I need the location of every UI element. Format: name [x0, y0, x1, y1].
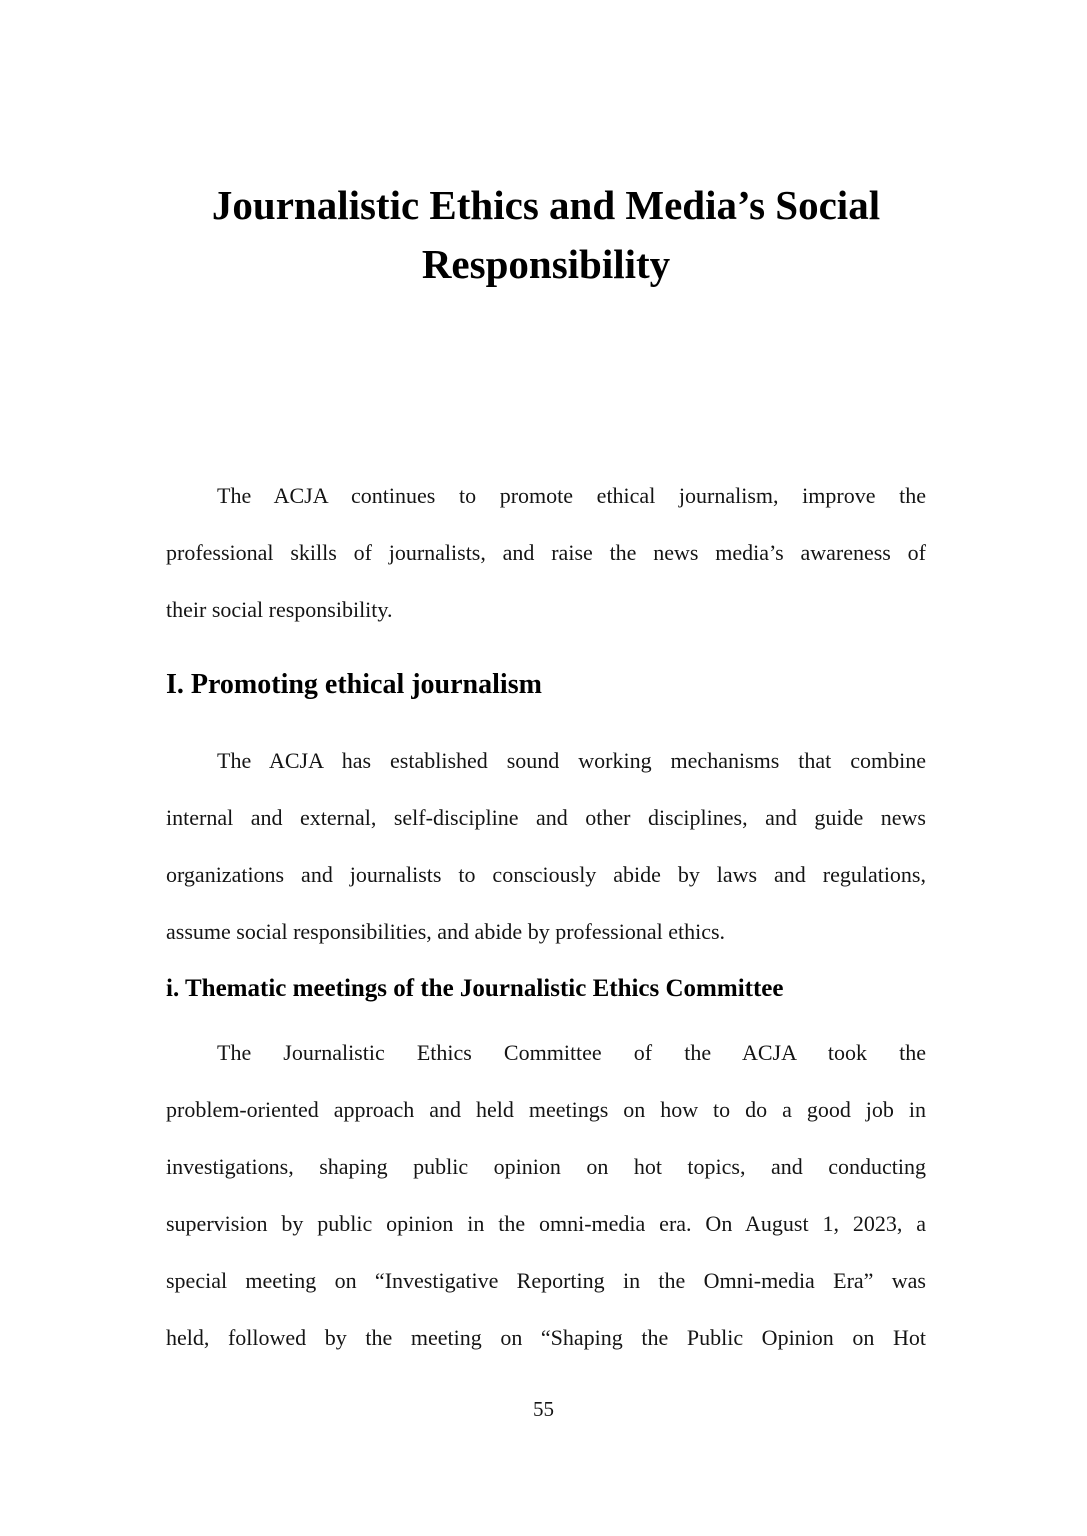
subsection-paragraph: [166, 1024, 926, 1366]
text-line: The ACJA continues to promote ethical journalism, improve the: [217, 483, 926, 508]
section-heading: I. Promoting ethical journalism: [166, 669, 542, 700]
text-line: Journalistic Ethics and Media’s Social: [211, 182, 881, 228]
text-line: their social responsibility.: [166, 597, 393, 622]
text-line: supervision by public opinion in the omni-media era. On August 1, 2023, a: [166, 1211, 926, 1236]
text-line: held, followed by the meeting on “Shaping the Public Opinion on Hot: [166, 1325, 926, 1350]
intro-paragraph: [166, 467, 926, 638]
page-number: 55: [533, 1397, 554, 1421]
text-line: professional skills of journalists, and raise the news media’s awareness of: [166, 540, 926, 565]
text-line: investigations, shaping public opinion on hot topics, and conducting: [166, 1154, 926, 1179]
text-line: problem-oriented approach and held meetings on how to do a good job in: [166, 1097, 926, 1122]
text-line: Responsibility: [421, 241, 671, 287]
document-title: [166, 176, 926, 294]
text-line: special meeting on “Investigative Reporting in the Omni-media Era” was: [166, 1268, 926, 1293]
subsection-heading: i. Thematic meetings of the Journalistic Ethics Committee: [166, 975, 784, 1002]
section-paragraph: [166, 732, 926, 960]
text-line: organizations and journalists to consciously abide by laws and regulations,: [166, 862, 926, 887]
text-line: assume social responsibilities, and abide by professional ethics.: [166, 919, 726, 944]
text-line: internal and external, self-discipline and other disciplines, and guide news: [166, 805, 926, 830]
text-line: The ACJA has established sound working mechanisms that combine: [217, 748, 926, 773]
text-line: The Journalistic Ethics Committee of the ACJA took the: [217, 1040, 926, 1065]
